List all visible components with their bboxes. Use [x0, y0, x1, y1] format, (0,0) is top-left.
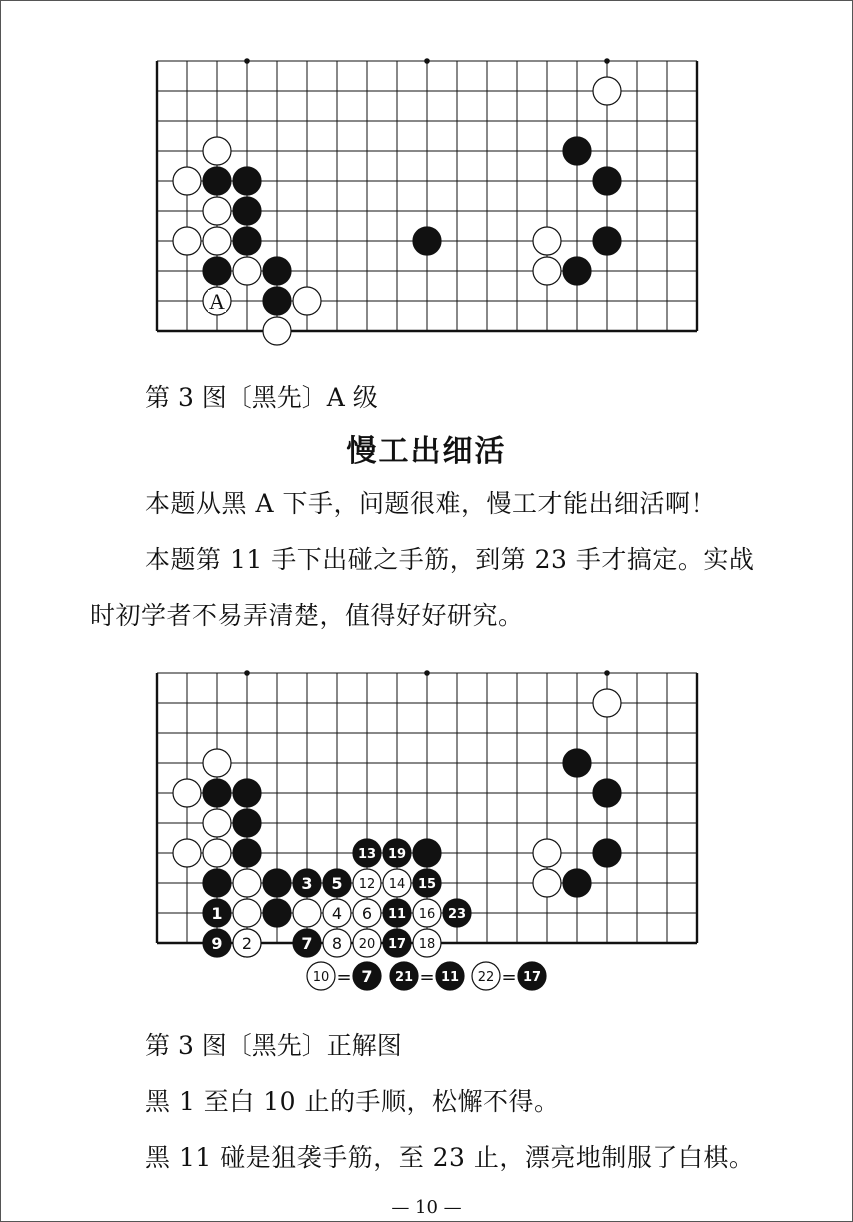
equals-sign: =	[336, 967, 352, 988]
section-title: 慢工出细活	[346, 434, 507, 469]
black-stone	[353, 962, 381, 990]
stone-disc	[233, 839, 261, 867]
white-stone	[383, 869, 411, 897]
move-number: 4	[331, 904, 343, 923]
move-number: 11	[387, 907, 407, 922]
black-stone	[563, 749, 591, 777]
black-stone	[593, 779, 621, 807]
move-number: 22	[477, 970, 495, 985]
stone-disc	[233, 899, 261, 927]
black-stone	[293, 869, 321, 897]
move-number: 17	[387, 937, 407, 952]
black-stone	[436, 962, 464, 990]
paragraph-conclusion: 黑 11 碰是狙袭手筋，至 23 止，漂亮地制服了白棋。	[145, 1143, 755, 1172]
stone-disc	[233, 809, 261, 837]
stone-disc	[203, 749, 231, 777]
white-stone	[293, 899, 321, 927]
star-point	[244, 670, 250, 676]
white-stone	[233, 929, 261, 957]
move-number: 12	[358, 877, 376, 892]
white-stone	[233, 869, 261, 897]
white-stone	[307, 962, 335, 990]
stone-disc	[593, 839, 621, 867]
paragraph-intro: 本题从黑 A 下手，问题很难，慢工才能出细活啊！	[145, 489, 716, 518]
move-number: 5	[331, 874, 343, 893]
move-number: 13	[357, 847, 377, 862]
black-stone	[413, 839, 441, 867]
stone-disc	[593, 689, 621, 717]
stone-disc	[233, 779, 261, 807]
stone-disc	[413, 839, 441, 867]
move-number: 19	[387, 847, 407, 862]
stone-disc	[533, 839, 561, 867]
stone-disc	[233, 869, 261, 897]
move-number: 17	[522, 970, 542, 985]
stone-disc	[563, 869, 591, 897]
black-stone	[323, 869, 351, 897]
black-stone	[203, 869, 231, 897]
white-stone	[203, 839, 231, 867]
black-stone	[203, 779, 231, 807]
white-stone	[323, 899, 351, 927]
black-stone	[413, 869, 441, 897]
white-stone	[413, 929, 441, 957]
stone-disc	[203, 869, 231, 897]
black-stone	[383, 899, 411, 927]
paragraph-sequence: 黑 1 至白 10 止的手顺，松懈不得。	[145, 1087, 560, 1116]
black-stone	[443, 899, 471, 927]
paragraph-detail-line1: 本题第 11 手下出碰之手筋，到第 23 手才搞定。实战	[145, 545, 755, 574]
move-number: 15	[417, 877, 437, 892]
move-number: 6	[361, 904, 373, 923]
black-stone	[563, 869, 591, 897]
move-number: 21	[394, 970, 414, 985]
star-point	[424, 670, 430, 676]
paragraph-detail-line2: 时初学者不易弄清楚，值得好好研究。	[90, 601, 524, 630]
white-stone	[593, 689, 621, 717]
stone-disc	[263, 899, 291, 927]
white-stone	[173, 779, 201, 807]
black-stone	[233, 839, 261, 867]
move-number: 20	[358, 937, 376, 952]
move-number: 9	[211, 934, 223, 953]
move-number: 8	[331, 934, 343, 953]
black-stone	[233, 809, 261, 837]
move-number: 10	[312, 970, 330, 985]
figure-caption-solution: 第 3 图〔黑先〕正解图	[145, 1031, 402, 1060]
black-stone	[263, 869, 291, 897]
white-stone	[533, 839, 561, 867]
move-number: 2	[241, 934, 253, 953]
black-stone	[203, 899, 231, 927]
white-stone	[203, 809, 231, 837]
move-number: 1	[211, 904, 223, 923]
stone-disc	[173, 779, 201, 807]
stone-disc	[593, 779, 621, 807]
black-stone	[203, 929, 231, 957]
white-stone	[353, 869, 381, 897]
move-number: 3	[301, 874, 313, 893]
star-point	[604, 670, 610, 676]
black-stone	[390, 962, 418, 990]
black-stone	[518, 962, 546, 990]
white-stone	[233, 899, 261, 927]
figure-caption-problem: 第 3 图〔黑先〕A 级	[145, 383, 378, 412]
stone-disc	[263, 869, 291, 897]
move-number: 18	[418, 937, 436, 952]
black-stone	[593, 839, 621, 867]
black-stone	[233, 779, 261, 807]
move-number: 7	[361, 967, 373, 986]
black-stone	[263, 899, 291, 927]
equals-sign: =	[501, 967, 517, 988]
stone-disc	[173, 839, 201, 867]
stone-disc	[563, 749, 591, 777]
stone-disc	[293, 899, 321, 927]
page-number: — 10 —	[391, 1197, 462, 1218]
black-stone	[293, 929, 321, 957]
white-stone	[353, 899, 381, 927]
stone-disc	[203, 779, 231, 807]
move-number: 16	[418, 907, 436, 922]
stone-disc	[533, 869, 561, 897]
white-stone	[472, 962, 500, 990]
point-label-a: A	[209, 289, 225, 314]
equals-sign: =	[419, 967, 435, 988]
stone-disc	[203, 839, 231, 867]
move-number: 7	[301, 934, 313, 953]
move-number: 11	[440, 970, 460, 985]
white-stone	[413, 899, 441, 927]
black-stone	[383, 929, 411, 957]
move-number: 14	[388, 877, 406, 892]
white-stone	[203, 749, 231, 777]
move-number: 23	[447, 907, 467, 922]
white-stone	[173, 839, 201, 867]
white-stone	[323, 929, 351, 957]
white-stone	[533, 869, 561, 897]
stone-disc	[203, 809, 231, 837]
black-stone	[383, 839, 411, 867]
white-stone	[353, 929, 381, 957]
black-stone	[353, 839, 381, 867]
